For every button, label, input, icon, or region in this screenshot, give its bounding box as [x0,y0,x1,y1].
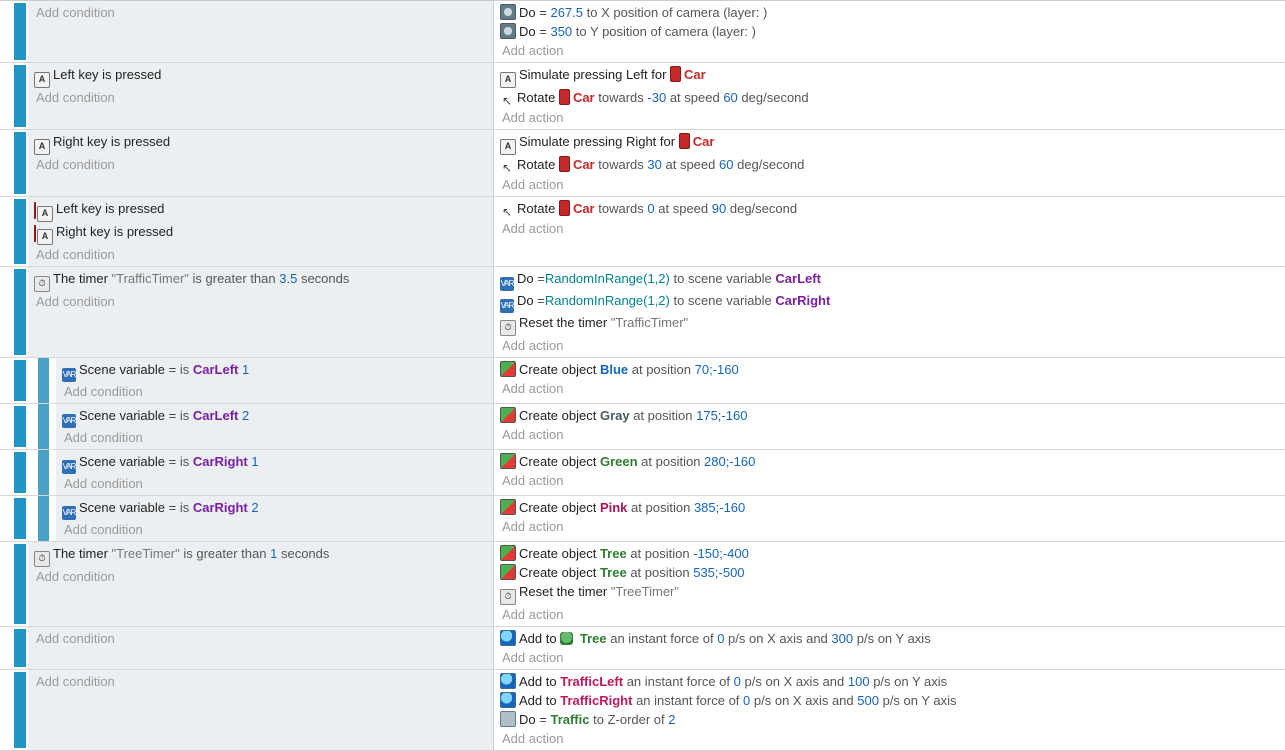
object-name: Blue [599,362,629,377]
conditions-cell[interactable] [28,1,494,62]
value: 0 [733,674,741,689]
action-line[interactable] [500,360,1285,379]
action-line[interactable] [500,582,1285,605]
phrase: Create object [519,408,597,423]
object-name: Traffic [550,712,590,727]
condition-line[interactable] [62,498,493,520]
value: 2 [251,500,259,515]
value: -150;-400 [693,546,749,561]
rotate-icon: ↖ [501,94,513,108]
action-line[interactable] [500,563,1285,582]
condition-line[interactable] [34,222,493,245]
create-object-icon [500,564,516,580]
variable-name: CarLeft [775,271,821,286]
event-gutter-bar [14,269,26,355]
timer-name: "TrafficTimer" [111,271,189,286]
tree-object-icon [560,632,573,645]
value2: 60 [719,157,734,172]
value: 1 [251,454,259,469]
action-line[interactable] [500,88,1285,108]
phrase: Do [519,24,536,39]
phrase-mid: to scene variable [673,293,772,308]
phrase-mid: at position [633,408,693,423]
condition-line[interactable] [34,199,493,222]
sub-event-gutter-bar [38,496,49,541]
add-condition-button[interactable]: Add condition [64,522,143,537]
phrase: key is pressed [86,134,171,149]
operator: = [168,500,177,515]
actions-cell[interactable] [494,542,1285,626]
action-line[interactable] [500,22,1285,41]
value2: 300 [831,631,854,646]
phrase: The timer [53,546,108,561]
variable-icon: VAR [62,414,76,428]
event-row[interactable] [0,670,1285,751]
action-line[interactable] [500,691,1285,710]
value: 175;-160 [696,408,748,423]
event-gutter[interactable] [0,130,28,196]
phrase: key is pressed [89,224,174,239]
actions-cell[interactable] [494,63,1285,129]
operator: = [537,293,545,308]
timer-name: "TrafficTimer" [610,315,689,330]
actions-cell[interactable] [494,358,1285,403]
actions-cell[interactable] [494,496,1285,541]
z-order-icon [500,711,516,727]
car-object-icon [679,133,690,149]
add-condition-button[interactable]: Add condition [64,384,143,399]
timer-icon: ⏱ [34,551,50,567]
event-row[interactable] [0,197,1285,267]
action-line[interactable] [500,291,1285,313]
suffix: to Y position of camera (layer: ) [575,24,756,39]
phrase-mid2: at speed [658,201,709,216]
suffix: deg/second [741,90,809,105]
phrase: Add to [519,693,557,708]
actions-cell[interactable] [494,1,1285,62]
event-row[interactable] [0,63,1285,130]
event-gutter-bar [14,406,26,447]
phrase-mid: is [179,454,190,469]
conditions-cell[interactable] [56,358,494,403]
suffix: p/s on Y axis [873,674,948,689]
event-row[interactable] [0,267,1285,358]
phrase-mid2: p/s on X axis and [753,693,854,708]
conditions-cell[interactable] [28,670,494,750]
add-action-button[interactable]: Add action [502,177,564,192]
value: 0 [743,693,751,708]
action-line[interactable] [500,269,1285,291]
event-row[interactable] [0,358,1285,404]
object-name: Car [684,67,706,82]
action-line[interactable] [500,313,1285,336]
key-name: Right [56,224,87,239]
variable-name: CarRight [192,500,248,515]
conditions-cell[interactable] [56,404,494,449]
phrase: Add to [519,674,557,689]
create-object-icon [500,545,516,561]
actions-cell[interactable] [494,267,1285,357]
create-object-icon [500,407,516,423]
actions-cell[interactable] [494,130,1285,196]
conditions-cell[interactable] [28,63,494,129]
add-action-button[interactable]: Add action [502,338,564,353]
suffix: p/s on Y axis [882,693,957,708]
phrase-mid: towards [598,90,644,105]
value2: 500 [857,693,879,708]
add-action-button[interactable]: Add action [502,221,564,236]
phrase: Scene variable [79,454,165,469]
phrase: Scene variable [79,362,165,377]
keyboard-icon: A [37,229,53,245]
event-gutter[interactable] [0,542,28,626]
keyboard-icon: A [37,206,53,222]
phrase: The timer [53,271,108,286]
phrase-mid: an instant force of [610,631,714,646]
phrase: Do [519,712,536,727]
phrase: key is pressed [81,201,165,216]
event-gutter[interactable] [0,627,28,669]
expression: RandomInRange(1,2) [544,293,670,308]
phrase-mid: at position [631,362,692,377]
suffix: deg/second [729,201,798,216]
add-action-button[interactable]: Add action [502,650,564,665]
create-object-icon [500,453,516,469]
conditions-cell[interactable] [28,130,494,196]
event-gutter-bar [14,3,26,60]
phrase: Simulate pressing Right for [519,134,676,149]
event-gutter-bar [14,544,26,624]
sub-event-gutter-bar [38,450,49,495]
inverted-condition-icon [34,202,36,219]
operator: = [539,5,547,20]
phrase-mid: at position [631,500,691,515]
phrase: Rotate [517,90,556,105]
key-name: Left [53,67,75,82]
value: 70;-160 [694,362,739,377]
add-action-button[interactable]: Add action [502,381,564,396]
object-name: Tree [579,631,607,646]
variable-icon: VAR [62,368,76,382]
condition-line[interactable] [62,406,493,428]
timer-name: "TreeTimer" [610,584,679,599]
phrase: Create object [519,454,597,469]
phrase: Do [519,5,536,20]
event-row[interactable] [0,450,1285,496]
object-name: Gray [599,408,630,423]
sub-event-gutter[interactable] [28,404,56,449]
operator: = [537,271,545,286]
event-gutter[interactable] [0,404,28,449]
value2: 60 [723,90,738,105]
add-condition-button[interactable]: Add condition [36,247,115,262]
value: 385;-160 [693,500,746,515]
object-name: Tree [599,546,627,561]
car-object-icon [559,89,570,105]
phrase-mid: an instant force of [636,693,740,708]
suffix: seconds [300,271,350,286]
event-row[interactable] [0,404,1285,450]
phrase: Rotate [517,201,556,216]
event-gutter-bar [14,629,26,667]
event-gutter[interactable] [0,63,28,129]
timer-icon: ⏱ [34,276,50,292]
camera-icon [500,4,516,20]
timer-icon: ⏱ [500,589,516,605]
add-condition-button[interactable]: Add condition [36,569,115,584]
action-line[interactable] [500,672,1285,691]
phrase: Rotate [517,157,556,172]
add-action-button[interactable]: Add action [502,731,564,746]
phrase-mid2: at speed [665,157,716,172]
conditions-cell[interactable] [28,542,494,626]
suffix: p/s on Y axis [856,631,931,646]
value: 350 [550,24,573,39]
phrase: Create object [519,362,597,377]
car-object-icon [559,156,570,172]
condition-line[interactable] [34,544,493,567]
car-object-icon [559,200,570,216]
event-gutter-bar [14,672,26,748]
event-gutter-bar [14,452,26,493]
object-name: Car [572,201,595,216]
add-condition-button[interactable]: Add condition [36,90,115,105]
phrase: Reset the timer [519,315,608,330]
sub-event-gutter-bar [38,358,49,403]
event-row[interactable] [0,627,1285,670]
event-gutter[interactable] [0,267,28,357]
value: 1 [270,546,278,561]
variable-icon: VAR [62,506,76,520]
timer-icon: ⏱ [500,320,516,336]
camera-icon [500,23,516,39]
operator: = [539,712,547,727]
add-condition-button[interactable]: Add condition [36,674,115,689]
phrase-mid: towards [598,201,644,216]
suffix: seconds [280,546,330,561]
keyboard-icon: A [34,139,50,155]
action-line[interactable] [500,155,1285,175]
add-action-button[interactable]: Add action [502,519,564,534]
action-line[interactable] [500,3,1285,22]
action-line[interactable] [500,65,1285,88]
add-condition-button[interactable]: Add condition [36,157,115,172]
action-line[interactable] [500,544,1285,563]
condition-line[interactable] [62,360,493,382]
add-condition-button[interactable]: Add condition [36,5,115,20]
action-line[interactable] [500,406,1285,425]
event-gutter[interactable] [0,670,28,750]
action-line[interactable] [500,452,1285,471]
value: 0 [647,201,655,216]
value: 267.5 [550,5,584,20]
value2: 100 [847,674,870,689]
phrase-mid2: p/s on X axis and [728,631,828,646]
event-gutter-bar [14,360,26,401]
variable-icon: VAR [500,277,514,291]
condition-line[interactable] [62,452,493,474]
phrase: Scene variable [79,408,165,423]
rotate-icon: ↖ [501,205,513,219]
add-action-button[interactable]: Add action [502,607,564,622]
keyboard-icon: A [500,72,516,88]
actions-cell[interactable] [494,197,1285,266]
sub-event-gutter[interactable] [28,450,56,495]
force-icon [500,673,516,689]
phrase-mid: at position [630,565,690,580]
add-condition-button[interactable]: Add condition [36,294,115,309]
create-object-icon [500,361,516,377]
phrase: Do [517,271,534,286]
variable-icon: VAR [500,299,514,313]
event-gutter[interactable] [0,450,28,495]
actions-cell[interactable] [494,404,1285,449]
value: -30 [647,90,667,105]
conditions-cell[interactable] [56,450,494,495]
phrase-mid: is greater than [183,546,267,561]
action-line[interactable] [500,498,1285,517]
event-row[interactable] [0,542,1285,627]
value: 2 [242,408,250,423]
sub-event-gutter[interactable] [28,358,56,403]
conditions-cell[interactable] [56,496,494,541]
phrase-mid: at position [630,546,690,561]
variable-name: CarRight [775,293,831,308]
phrase: Scene variable [79,500,165,515]
phrase-mid: towards [598,157,644,172]
phrase-mid2: at speed [669,90,720,105]
action-line[interactable] [500,710,1285,729]
phrase: Create object [519,565,597,580]
expression: RandomInRange(1,2) [544,271,670,286]
phrase-mid: is [179,408,190,423]
actions-cell[interactable] [494,627,1285,669]
phrase: key is pressed [78,67,162,82]
event-gutter-bar [14,498,26,539]
value: 280;-160 [704,454,756,469]
phrase-mid: is greater than [192,271,276,286]
event-list [0,1,1285,751]
object-name: Pink [599,500,628,515]
condition-line[interactable] [34,269,493,292]
phrase: Do [517,293,534,308]
value: 2 [668,712,676,727]
phrase-mid: is [179,500,190,515]
add-action-button[interactable]: Add action [502,43,564,58]
value: 0 [717,631,725,646]
actions-cell[interactable] [494,450,1285,495]
value2: 90 [711,201,727,216]
value: 1 [242,362,250,377]
key-name: Right [53,134,84,149]
object-name: Tree [599,565,627,580]
operator: = [539,24,547,39]
operator: = [168,454,177,469]
force-icon [500,630,516,646]
object-name: TrafficLeft [560,674,624,689]
phrase-mid: at position [641,454,701,469]
add-condition-button[interactable]: Add condition [64,430,143,445]
value: 30 [647,157,662,172]
object-name: Car [692,134,715,149]
operator: = [168,408,177,423]
action-line[interactable] [500,199,1285,219]
variable-icon: VAR [62,460,76,474]
event-row[interactable] [0,130,1285,197]
inverted-condition-icon [34,225,36,242]
suffix: to X position of camera (layer: ) [586,5,768,20]
phrase-mid: to scene variable [673,271,772,286]
variable-name: CarRight [192,454,248,469]
add-condition-button[interactable]: Add condition [36,631,115,646]
add-action-button[interactable]: Add action [502,110,564,125]
event-gutter[interactable] [0,358,28,403]
event-gutter[interactable] [0,496,28,541]
event-gutter[interactable] [0,1,28,62]
phrase: Reset the timer [519,584,608,599]
suffix: deg/second [737,157,805,172]
variable-name: CarLeft [192,408,239,423]
object-name: Car [572,90,595,105]
keyboard-icon: A [34,72,50,88]
event-gutter[interactable] [0,197,28,266]
create-object-icon [500,499,516,515]
action-line[interactable] [500,629,1285,648]
add-action-button[interactable]: Add action [502,473,564,488]
event-gutter-bar [14,199,26,264]
sub-event-gutter-bar [38,404,49,449]
condition-line[interactable] [34,132,493,155]
conditions-cell[interactable] [28,267,494,357]
operator: = [168,362,177,377]
condition-line[interactable] [34,65,493,88]
actions-cell[interactable] [494,670,1285,750]
car-object-icon [670,66,681,82]
keyboard-icon: A [500,139,516,155]
phrase-mid: to Z-order of [593,712,665,727]
force-icon [500,692,516,708]
value: 535;-500 [693,565,745,580]
phrase: Create object [519,546,597,561]
action-line[interactable] [500,132,1285,155]
key-name: Left [56,201,78,216]
phrase-mid: an instant force of [626,674,731,689]
timer-name: "TreeTimer" [111,546,180,561]
sub-event-gutter[interactable] [28,496,56,541]
object-name: TrafficRight [560,693,633,708]
event-gutter-bar [14,65,26,127]
event-row[interactable] [0,496,1285,542]
conditions-cell[interactable] [28,197,494,266]
value: 3.5 [279,271,298,286]
add-condition-button[interactable]: Add condition [64,476,143,491]
phrase-mid: is [179,362,190,377]
event-row[interactable] [0,1,1285,63]
conditions-cell[interactable] [28,627,494,669]
variable-name: CarLeft [192,362,239,377]
phrase: Simulate pressing Left for [519,67,667,82]
phrase: Create object [519,500,597,515]
phrase: Add to [519,631,557,646]
event-gutter-bar [14,132,26,194]
object-name: Green [599,454,638,469]
rotate-icon: ↖ [501,161,513,175]
object-name: Car [572,157,595,172]
add-action-button[interactable]: Add action [502,427,564,442]
phrase-mid2: p/s on X axis and [744,674,845,689]
